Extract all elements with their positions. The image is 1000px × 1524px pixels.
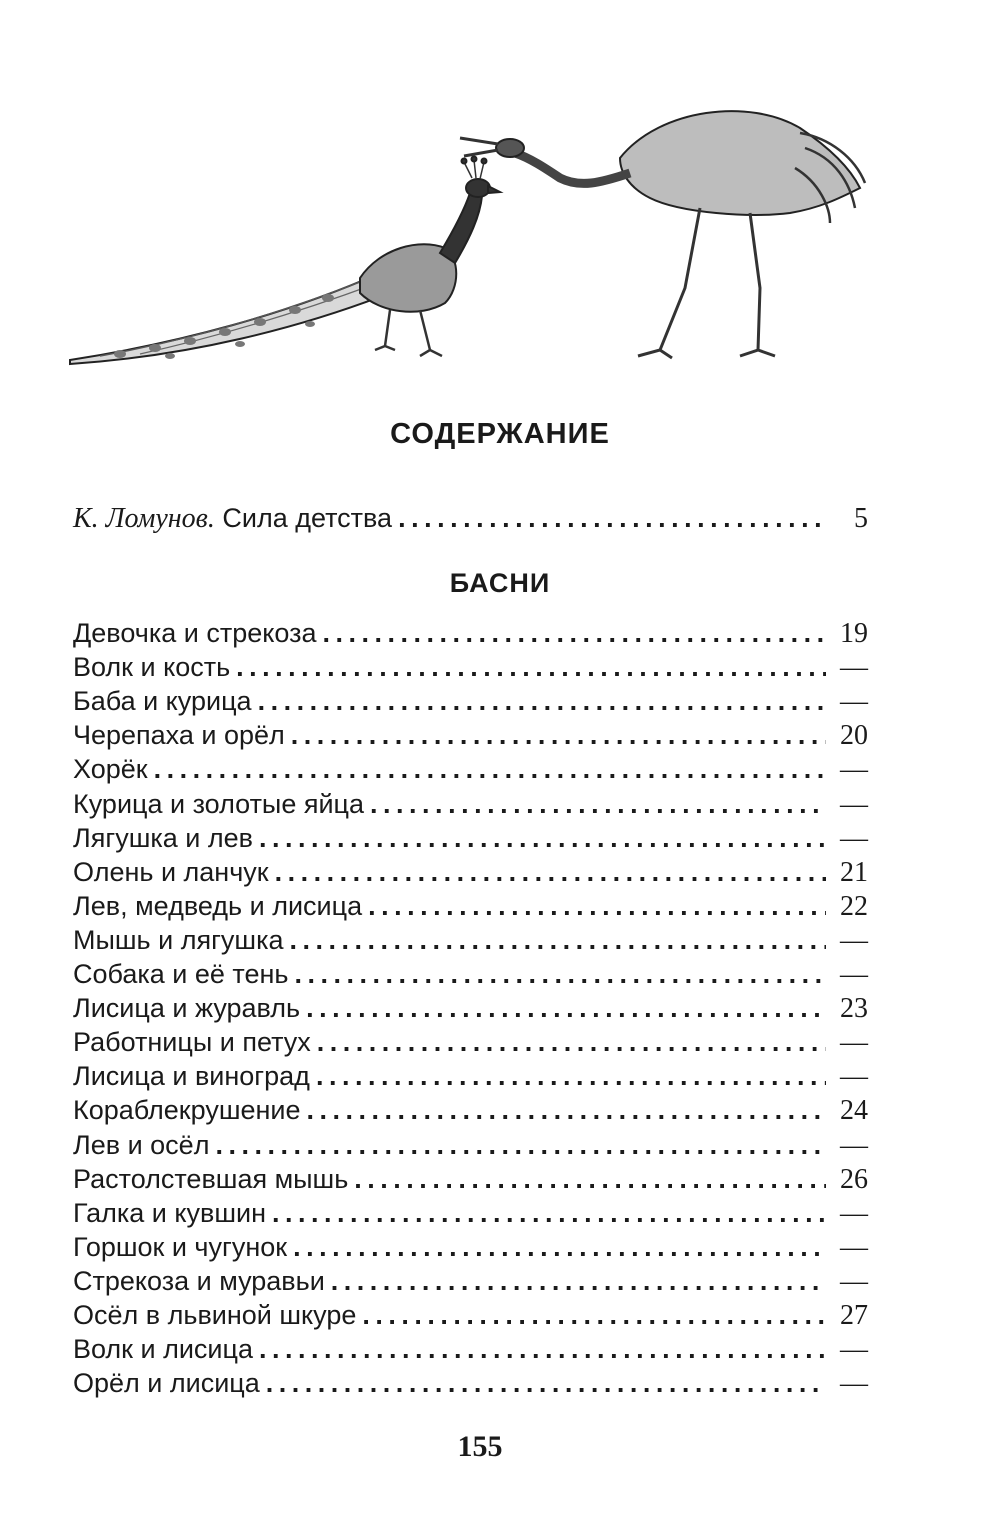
dot-leader [272,1198,826,1229]
toc-entry [73,652,868,684]
toc-entry-title: Девочка и стрекоза [73,618,317,648]
toc-entry-page: 26 [840,1163,868,1195]
peacock-drawing [70,157,500,365]
toc-entry-title: Черепаха и орёл [73,720,285,751]
toc-entry [73,1027,868,1059]
toc-entry-page: 22 [840,890,868,922]
toc-entry-title: Галка и кувшин [73,1197,266,1228]
toc-entry-page: — [840,822,868,854]
toc-entry-title: Волк и кость [73,652,231,683]
toc-entry-title: Лисица и журавль [73,993,301,1024]
peacock-and-crane-illustration [60,88,880,378]
toc-entry-page: 5 [854,503,868,534]
toc-entry-page: — [840,1368,868,1400]
dot-leader [354,1164,826,1195]
toc-entry-title: Лягушка и лев [73,822,253,853]
toc-entry [73,959,868,991]
toc-entry-title: Курица и золотые яйца [73,788,365,819]
toc-entry-title: Баба и курица [73,686,252,717]
toc-entry [73,789,868,821]
toc-entry [73,1164,868,1196]
dot-leader [368,891,826,922]
toc-entry-page: — [840,1061,868,1093]
toc-entry-title: Работницы и петух [73,1027,311,1058]
toc-entry [73,1368,868,1400]
crane-drawing [460,111,865,358]
toc-entry-title: Кораблекрушение [73,1095,301,1126]
toc-entry-page: — [840,1027,868,1059]
dot-leader [370,789,826,820]
toc-entry-author: К. Ломунов. [73,503,215,534]
toc-entry [73,618,868,650]
toc-entry-title: Мышь и лягушка [73,924,284,955]
toc-entry-page: 21 [840,856,868,888]
toc-entry-page: — [840,1129,868,1161]
page-number: 155 [457,1430,503,1463]
toc-entry-title: Лев и осёл [73,1129,210,1160]
toc-entry-page: 20 [840,720,868,752]
toc-entry [73,925,868,957]
toc-entry-title: Лев, медведь и лисица [73,890,363,921]
dot-leader [362,1300,826,1331]
dot-leader [306,993,826,1024]
dot-leader [294,959,826,990]
toc-entry-intro [73,503,868,535]
dot-leader [259,823,826,854]
toc-entry-page: — [840,788,868,820]
toc-entry [73,754,868,786]
toc-entry-page: — [840,1265,868,1297]
toc-entry-title: Волк и лисица [73,1334,253,1365]
toc-entry [73,1232,868,1264]
toc-entry-title: Орёл и лисица [73,1368,260,1399]
toc-entry [73,720,868,752]
dot-leader [307,1095,826,1126]
toc-entry [73,1334,868,1366]
dot-leader [154,754,826,785]
toc-entry [73,1300,868,1332]
toc-entry [73,1095,868,1127]
dot-leader [259,1334,826,1365]
toc-entry-title: Стрекоза и муравьи [73,1265,325,1296]
dot-leader [398,503,826,534]
toc-entry-page: — [840,686,868,718]
toc-entry-title: Хорёк [73,754,148,785]
toc-entry-page: — [840,1197,868,1229]
dot-leader [331,1266,826,1297]
toc-entry-page: 24 [840,1095,868,1127]
toc-entry [73,1130,868,1162]
toc-entry-title: Собака и её тень [73,959,289,989]
dot-leader [291,720,826,751]
toc-entry-page: 23 [840,993,868,1025]
toc-entry [73,857,868,889]
dot-leader [215,1130,826,1161]
toc-entry-page: 19 [840,618,868,649]
toc-entry [73,686,868,718]
toc-entry-title: Олень и ланчук [73,856,269,887]
dot-leader [290,925,826,956]
toc-entry-title: Лисица и виноград [73,1061,310,1092]
toc-entry-title: Растолстевшая мышь [73,1163,349,1194]
dot-leader [317,1027,826,1058]
toc-entry-page: — [840,959,868,990]
toc-entry-page: 27 [840,1300,868,1331]
toc-entry-title: Осёл в львиной шкуре [73,1300,357,1330]
toc-entry-page: — [840,924,868,956]
dot-leader [322,618,826,649]
toc-entry [73,891,868,923]
toc-entry-page: — [840,1231,868,1263]
toc-entry [73,823,868,855]
toc-entry-title: Сила детства [222,503,393,533]
section-heading: БАСНИ [449,568,551,598]
dot-leader [316,1061,826,1092]
toc-entry [73,1198,868,1230]
dot-leader [236,652,826,683]
toc-entry-page: — [840,1334,868,1366]
toc-entry-page: — [840,754,868,786]
toc-entry [73,993,868,1025]
dot-leader [266,1368,826,1399]
toc-entry-page: — [840,652,868,684]
dot-leader [293,1232,826,1263]
toc-entry [73,1061,868,1093]
table-of-contents-heading: СОДЕРЖАНИЕ [390,418,610,450]
toc-entry-title: Горшок и чугунок [73,1231,288,1262]
dot-leader [275,857,826,888]
toc-entry [73,1266,868,1298]
dot-leader [258,686,826,717]
